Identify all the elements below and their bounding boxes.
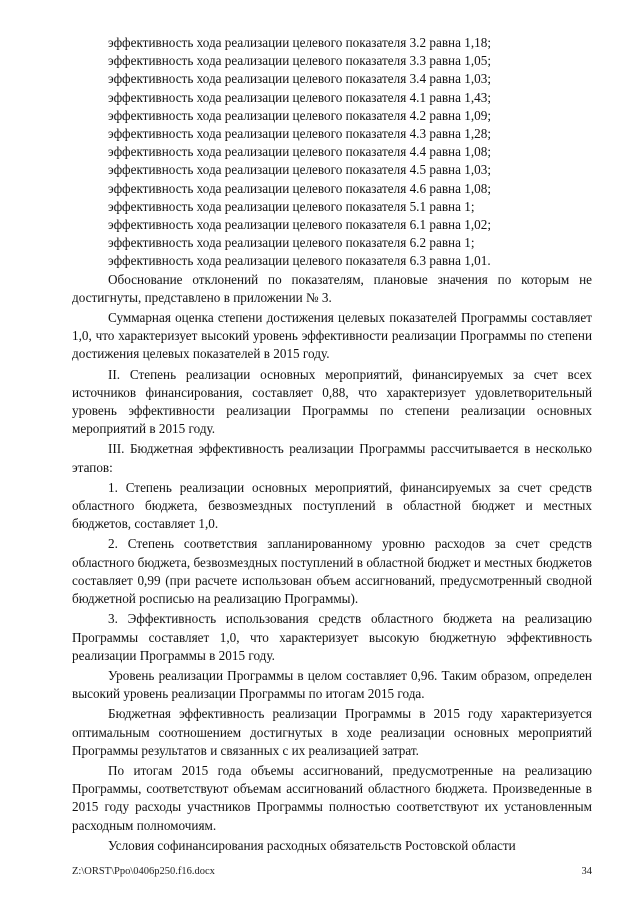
list-item: эффективность хода реализации целевого показателя 4.4 равна 1,08; — [108, 144, 491, 160]
paragraph-step-1: 1. Степень реализации основных мероприятий, финансируемых за счет средств областного бюджета, безвозмездных поступлений в областной бюджет и местных бюджетов, составляет 1,0. — [72, 479, 592, 532]
list-item: эффективность хода реализации целевого показателя 3.4 равна 1,03; — [108, 71, 491, 87]
page-number: 34 — [581, 866, 592, 877]
paragraph-cofinancing: Условия софинансирования расходных обязательств Ростовской области — [108, 837, 516, 853]
list-item: эффективность хода реализации целевого показателя 5.1 равна 1; — [108, 198, 475, 214]
paragraph-summary-score: Суммарная оценка степени достижения целевых показателей Программы составляет 1,0, что характеризует высокий уровень эффективности реализации Программы по степени достижения целевых показателей в 2015 году. — [72, 310, 592, 362]
paragraph-appropriations: По итогам 2015 года объемы ассигнований, предусмотренные на реализацию Программы, соответствуют объемам ассигнований областного бюджета. Произведенные в 2015 году расходы участников Программы полностью соответствуют их установленным расходным полномочиям. — [72, 762, 592, 833]
file-path: Z:\ORST\Ppo\0406p250.f16.docx — [72, 866, 215, 877]
list-item: эффективность хода реализации целевого показателя 4.1 равна 1,43; — [108, 89, 491, 105]
list-item: эффективность хода реализации целевого показателя 4.5 равна 1,03; — [108, 162, 491, 178]
paragraph-section-2: II. Степень реализации основных мероприятий, финансируемых за счет всех источников финансирования, составляет 0,88, что характеризует удовлетворительный уровень эффективности реализации Программы по степени реализации основных мероприятий в 2015 году. — [72, 366, 592, 437]
list-item: эффективность хода реализации целевого показателя 6.2 равна 1; — [108, 235, 475, 251]
list-item: эффективность хода реализации целевого показателя 4.2 равна 1,09; — [108, 107, 491, 123]
list-item: эффективность хода реализации целевого показателя 4.6 равна 1,08; — [108, 180, 491, 196]
paragraph-overall-level: Уровень реализации Программы в целом составляет 0,96. Таким образом, определен высокий уровень реализации Программы по итогам 2015 года. — [72, 667, 592, 702]
paragraph-step-2: 2. Степень соответствия запланированному уровню расходов за счет средств областного бюджета, безвозмездных поступлений в областной бюджет и местных бюджетов составляет 0,99 (при расчете использован объем ассигнований, предусмотренный сводной бюджетной росписью на реализацию Программы). — [72, 536, 592, 607]
list-item: эффективность хода реализации целевого показателя 6.1 равна 1,02; — [108, 217, 491, 233]
list-item: эффективность хода реализации целевого показателя 6.3 равна 1,01. — [108, 253, 491, 269]
paragraph-deviation-rationale: Обоснование отклонений по показателям, плановые значения по которым не достигнуты, представлено в приложении № 3. — [72, 271, 592, 305]
list-item: эффективность хода реализации целевого показателя 3.3 равна 1,05; — [108, 53, 491, 69]
paragraph-step-3: 3. Эффективность использования средств областного бюджета на реализацию Программы составляет 1,0, что характеризует высокую бюджетную эффективность реализации Программы в 2015 году. — [72, 611, 592, 663]
list-item: эффективность хода реализации целевого показателя 4.3 равна 1,28; — [108, 126, 491, 142]
paragraph-budget-efficiency: Бюджетная эффективность реализации Программы в 2015 году характеризуется оптимальным соотношением достигнутых в ходе реализации основных мероприятий Программы результатов и связанных с их реализацией затрат. — [72, 706, 592, 758]
page-footer — [72, 866, 592, 877]
document-body — [72, 34, 592, 855]
paragraph-section-3: III. Бюджетная эффективность реализации Программы рассчитывается в несколько этапов: — [72, 441, 592, 475]
list-item: эффективность хода реализации целевого показателя 3.2 равна 1,18; — [108, 35, 491, 50]
indicator-list — [72, 34, 592, 271]
